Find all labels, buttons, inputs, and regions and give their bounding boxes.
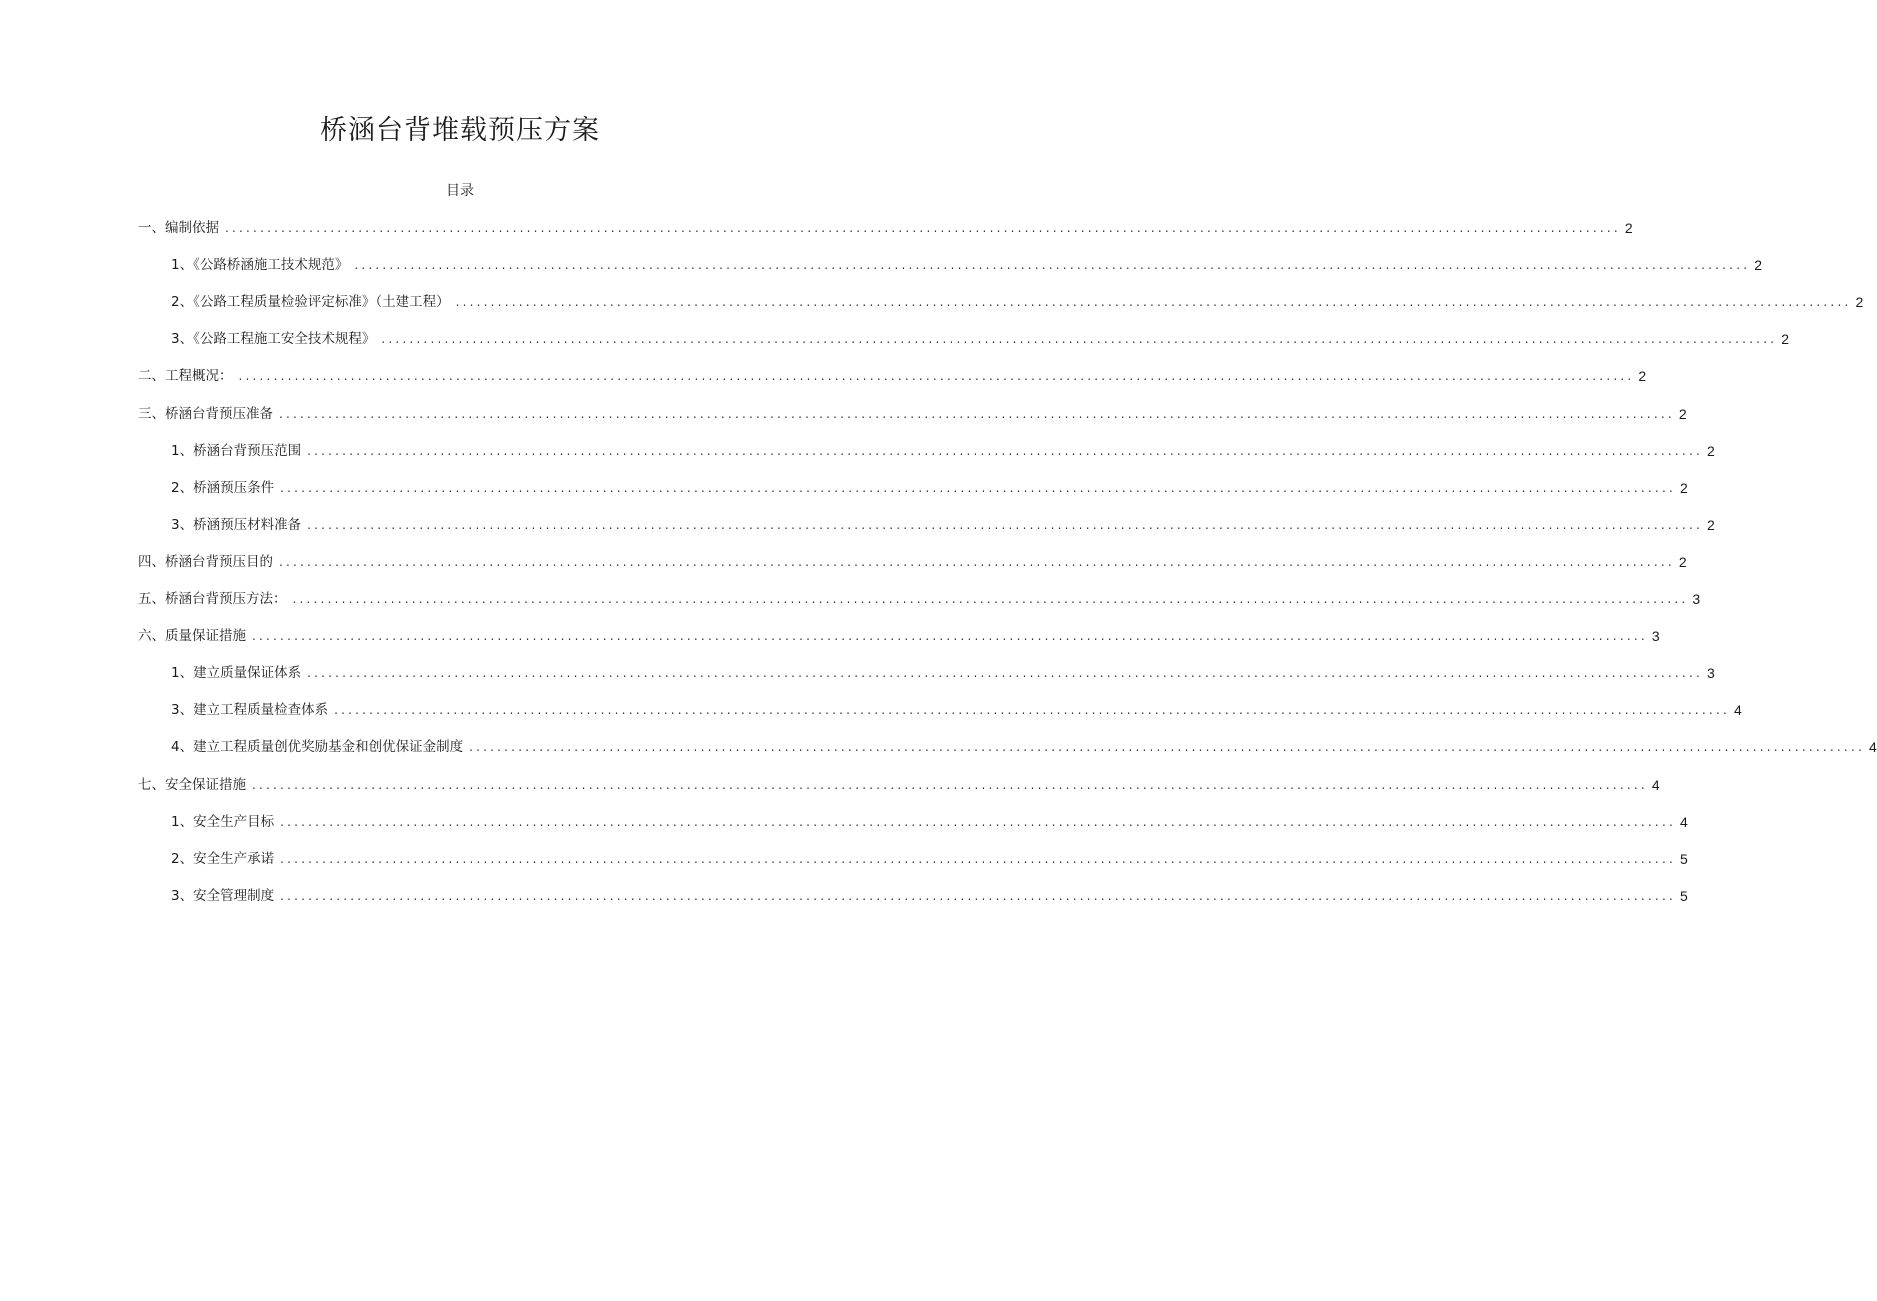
toc-entry-page-number: 2 bbox=[1754, 257, 1763, 273]
toc-entry-label: 3、《公路工程施工安全技术规程》 bbox=[171, 331, 376, 347]
toc-entry-label: 七、安全保证措施 bbox=[138, 777, 246, 793]
toc-entry-page-number: 2 bbox=[1706, 517, 1715, 533]
toc-dot-leader: ....................................................................................................................................................................................................... bbox=[307, 518, 1703, 532]
toc-heading: 目录 bbox=[446, 183, 474, 199]
toc-dot-leader: ....................................................................................................................................................................................................... bbox=[469, 740, 1865, 754]
toc-entry-label: 1、建立质量保证体系 bbox=[171, 665, 302, 681]
toc-entry[interactable] bbox=[171, 254, 1763, 276]
toc-entry[interactable] bbox=[171, 699, 1742, 721]
toc-entry-page-number: 2 bbox=[1781, 331, 1790, 347]
toc-entry-page-number: 2 bbox=[1855, 294, 1864, 310]
toc-entry-page-number: 3 bbox=[1692, 591, 1701, 607]
toc-entry-label: 3、安全管理制度 bbox=[171, 888, 275, 904]
toc-entry-page-number: 3 bbox=[1706, 665, 1715, 681]
toc-entry[interactable] bbox=[171, 514, 1715, 536]
toc-entry-page-number: 2 bbox=[1624, 220, 1633, 236]
toc-entry-page-number: 4 bbox=[1733, 702, 1742, 718]
toc-entry[interactable] bbox=[171, 662, 1715, 684]
toc-entry[interactable] bbox=[171, 291, 1864, 313]
toc-entry[interactable] bbox=[171, 328, 1790, 350]
toc-entry[interactable] bbox=[138, 551, 1687, 573]
toc-entry-label: 3、桥涵预压材料准备 bbox=[171, 517, 302, 533]
toc-dot-leader: ....................................................................................................................................................................................................... bbox=[354, 258, 1751, 272]
toc-entry-label: 4、建立工程质量创优奖励基金和创优保证金制度 bbox=[171, 739, 464, 755]
toc-entry[interactable] bbox=[171, 848, 1688, 870]
toc-entry[interactable] bbox=[138, 403, 1687, 425]
toc-entry-page-number: 5 bbox=[1679, 888, 1688, 904]
toc-entry-page-number: 3 bbox=[1651, 628, 1660, 644]
toc-dot-leader: ....................................................................................................................................................................................................... bbox=[279, 407, 1675, 421]
toc-entry[interactable] bbox=[171, 811, 1688, 833]
toc-entry-page-number: 4 bbox=[1651, 777, 1660, 793]
toc-entry-label: 2、《公路工程质量检验评定标准》（土建工程） bbox=[171, 294, 450, 310]
toc-entry-label: 四、桥涵台背预压目的 bbox=[138, 554, 273, 570]
toc-entry-page-number: 2 bbox=[1678, 554, 1687, 570]
toc-dot-leader: ....................................................................................................................................................................................................... bbox=[280, 889, 1676, 903]
toc-entry[interactable] bbox=[138, 774, 1660, 796]
toc-entry-label: 1、桥涵台背预压范围 bbox=[171, 443, 302, 459]
toc-entry[interactable] bbox=[171, 736, 1877, 758]
toc-dot-leader: ....................................................................................................................................................................................................... bbox=[334, 703, 1730, 717]
toc-dot-leader: ....................................................................................................................................................................................................... bbox=[280, 481, 1676, 495]
toc-dot-leader: ....................................................................................................................................................................................................... bbox=[381, 332, 1778, 346]
toc-entry-label: 一、编制依据 bbox=[138, 220, 219, 236]
toc-entry-label: 六、质量保证措施 bbox=[138, 628, 246, 644]
toc-entry-label: 五、桥涵台背预压方法： bbox=[138, 591, 287, 607]
toc-entry-label: 2、桥涵预压条件 bbox=[171, 480, 275, 496]
toc-entry[interactable] bbox=[171, 440, 1715, 462]
toc-entry-label: 1、《公路桥涵施工技术规范》 bbox=[171, 257, 349, 273]
toc-dot-leader: ....................................................................................................................................................................................................... bbox=[307, 444, 1703, 458]
toc-dot-leader: ....................................................................................................................................................................................................... bbox=[307, 666, 1703, 680]
toc-entry-page-number: 2 bbox=[1706, 443, 1715, 459]
toc-entry[interactable] bbox=[171, 477, 1688, 499]
toc-entry-page-number: 5 bbox=[1679, 851, 1688, 867]
toc-entry-label: 3、建立工程质量检查体系 bbox=[171, 702, 329, 718]
toc-entry-label: 2、安全生产承诺 bbox=[171, 851, 275, 867]
toc-entry-label: 1、安全生产目标 bbox=[171, 814, 275, 830]
toc-dot-leader: ....................................................................................................................................................................................................... bbox=[238, 369, 1635, 383]
toc-dot-leader: ....................................................................................................................................................................................................... bbox=[225, 221, 1621, 235]
toc-entry[interactable] bbox=[138, 588, 1701, 610]
toc-entry-label: 二、工程概况： bbox=[138, 368, 233, 384]
toc-entry-page-number: 4 bbox=[1868, 739, 1877, 755]
toc-entry-page-number: 2 bbox=[1678, 406, 1687, 422]
toc-dot-leader: ....................................................................................................................................................................................................... bbox=[280, 815, 1676, 829]
toc-entry-page-number: 4 bbox=[1679, 814, 1688, 830]
toc-entry-label: 三、桥涵台背预压准备 bbox=[138, 406, 273, 422]
document-title: 桥涵台背堆载预压方案 bbox=[320, 115, 600, 146]
toc-entry[interactable] bbox=[138, 217, 1633, 239]
toc-dot-leader: ....................................................................................................................................................................................................... bbox=[280, 852, 1676, 866]
toc-dot-leader: ....................................................................................................................................................................................................... bbox=[252, 778, 1648, 792]
toc-entry[interactable] bbox=[138, 625, 1660, 647]
toc-dot-leader: ....................................................................................................................................................................................................... bbox=[279, 555, 1675, 569]
toc-dot-leader: ....................................................................................................................................................................................................... bbox=[292, 592, 1689, 606]
toc-entry-page-number: 2 bbox=[1679, 480, 1688, 496]
toc-entry-page-number: 2 bbox=[1638, 368, 1647, 384]
toc-dot-leader: ....................................................................................................................................................................................................... bbox=[252, 629, 1648, 643]
toc-entry[interactable] bbox=[138, 365, 1647, 387]
toc-entry[interactable] bbox=[171, 885, 1688, 907]
toc-dot-leader: ....................................................................................................................................................................................................... bbox=[455, 295, 1852, 309]
